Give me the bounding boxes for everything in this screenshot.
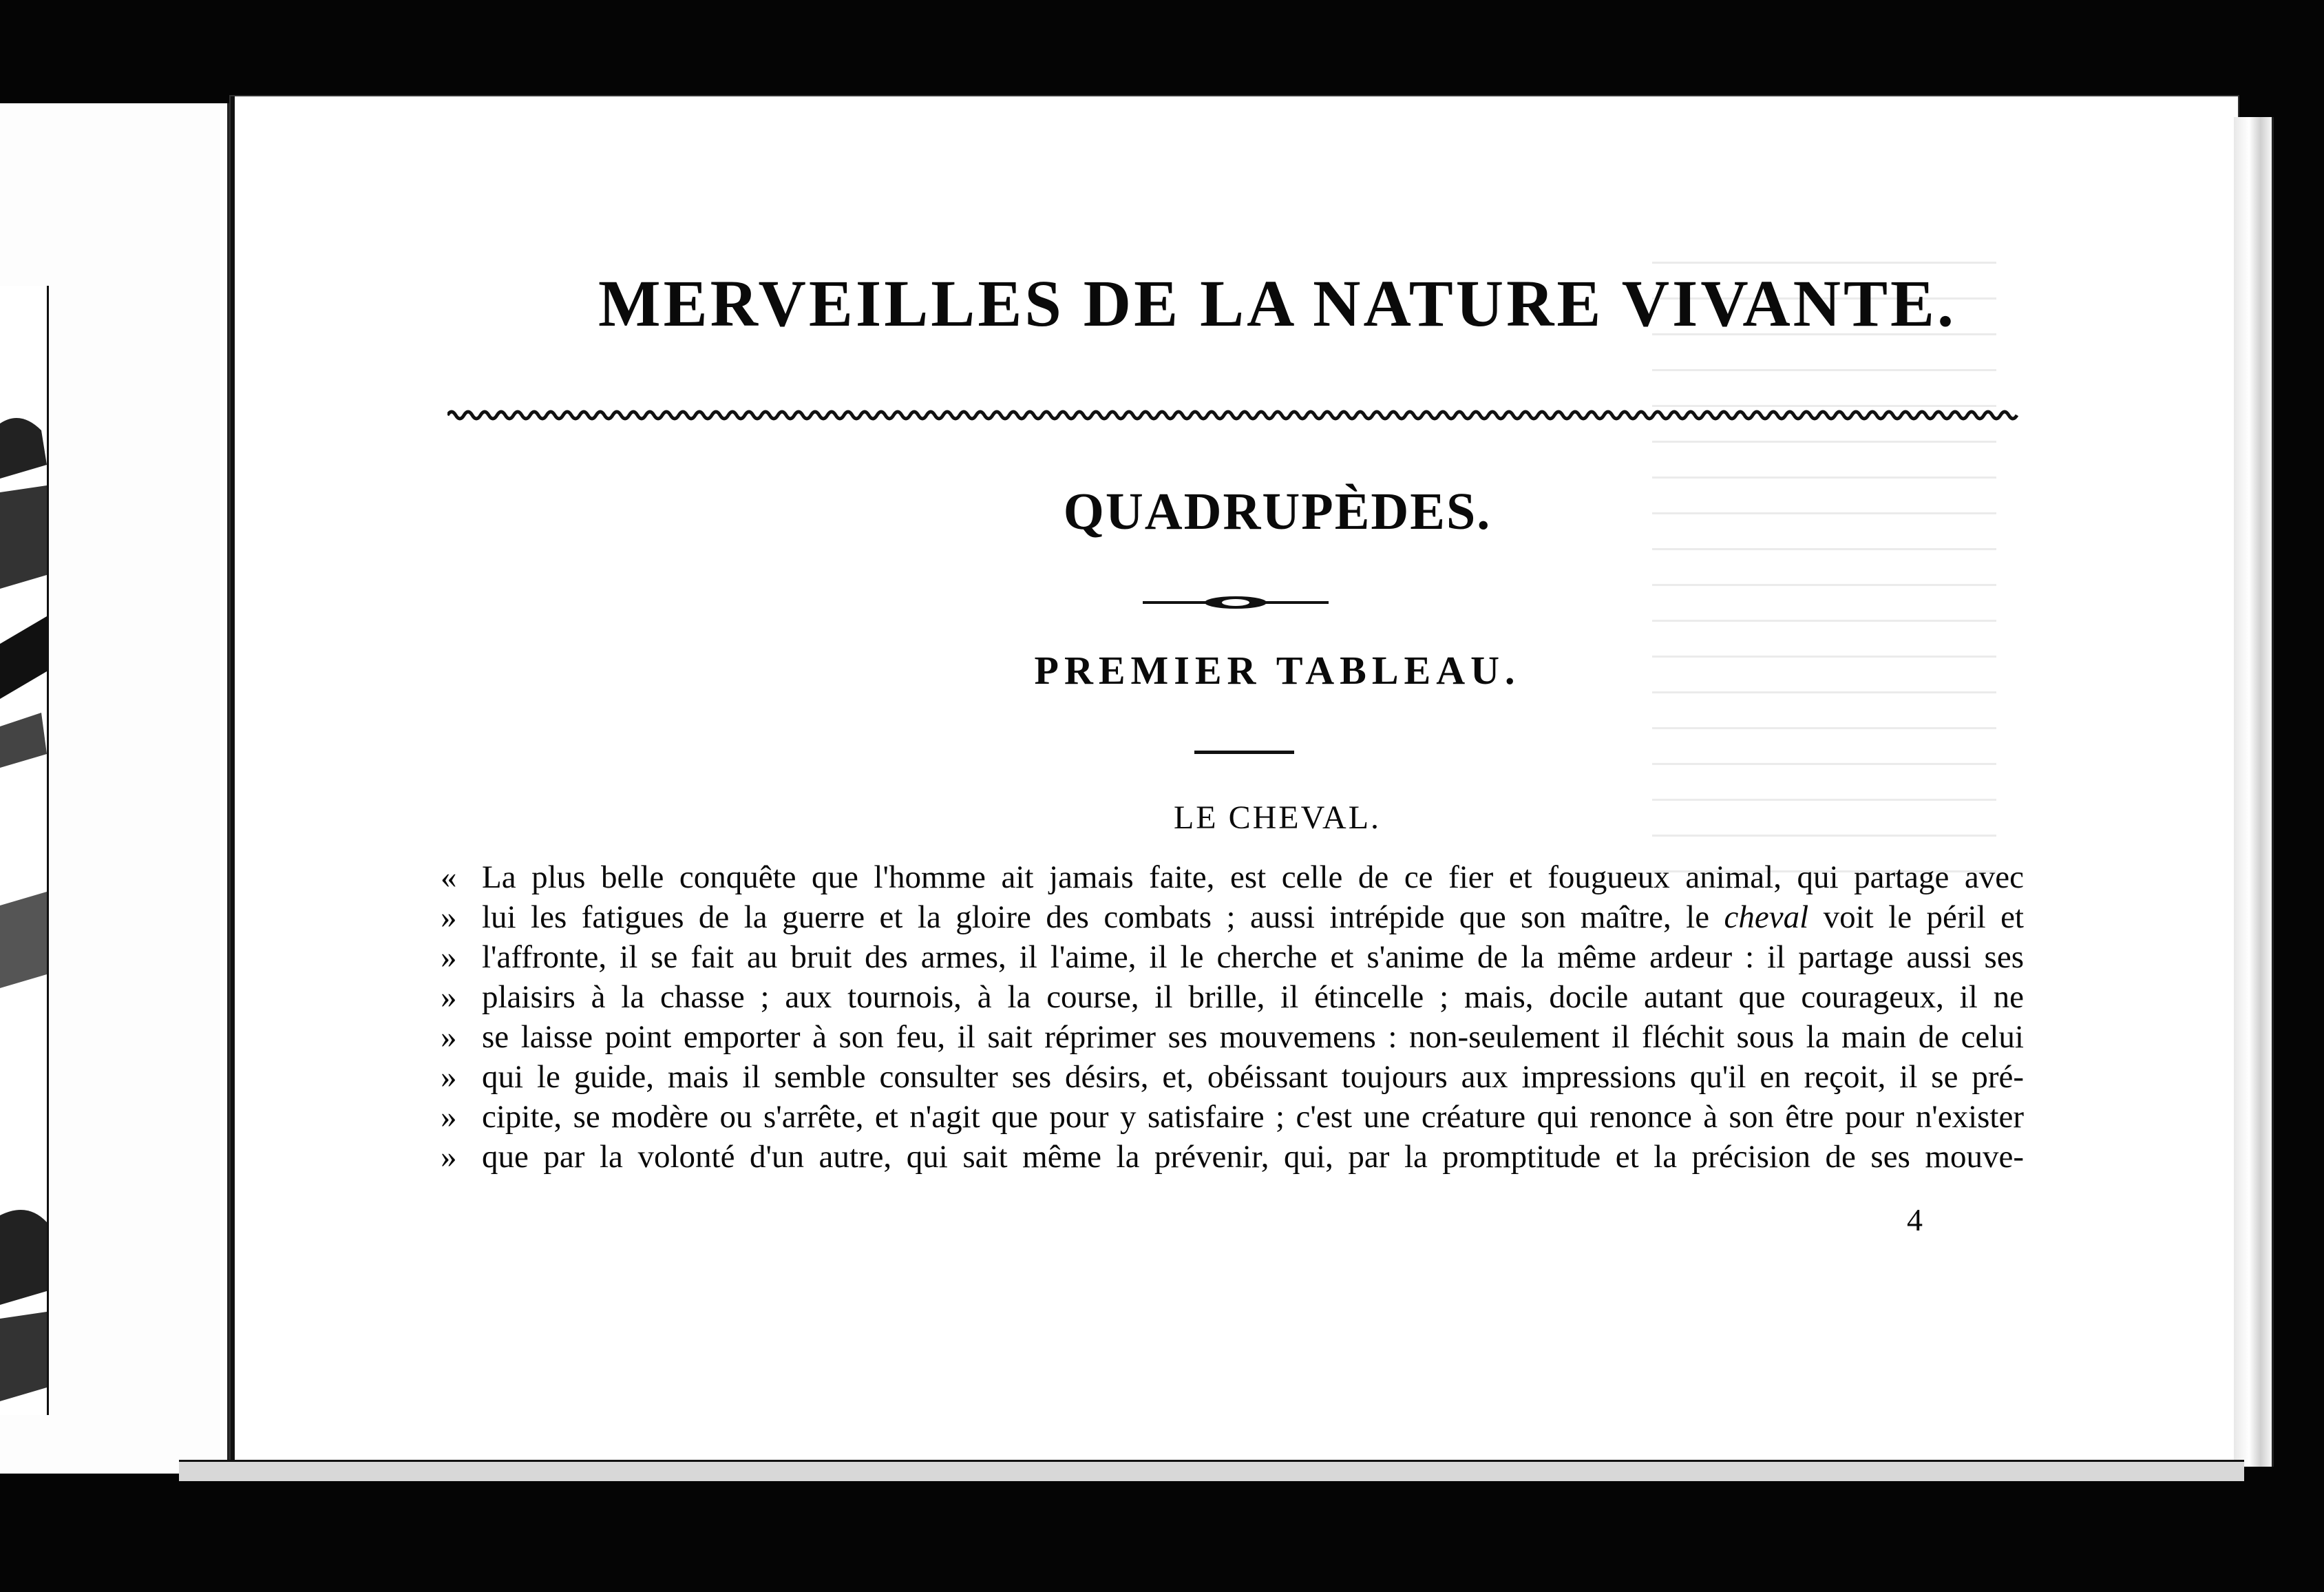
text-line: » cipite, se modère ou s'arrête, et n'agit que pour y satisfaire ; c'est une créature qui renonce à son être pour n'exister: [482, 1097, 2024, 1137]
body-paragraph: [441, 857, 2024, 1177]
text-line: « La plus belle conquête que l'homme ait jamais faite, est celle de ce fier et fougueux animal, qui partage avec: [482, 857, 2024, 897]
quote-mark: »: [441, 1099, 457, 1135]
subsection-title: PREMIER TABLEAU.: [1034, 648, 1521, 693]
show-through-text: [1652, 262, 1996, 881]
quote-mark: »: [441, 1139, 457, 1175]
page-number: 4: [1907, 1202, 1923, 1237]
quote-mark: »: [441, 1059, 457, 1095]
text-line: » se laisse point emporter à son feu, il sait réprimer ses mouvemens : non-seulement il fléchit sous la main de celui: [482, 1017, 2024, 1057]
text-line: » lui les fatigues de la guerre et la gloire des combats ; aussi intrépide que son maître, le cheval voit le péril et: [482, 897, 2024, 937]
quote-mark: »: [441, 979, 457, 1015]
quote-mark: «: [441, 859, 457, 895]
engraving-illustration: [0, 286, 49, 1415]
bottom-page-edge: [179, 1460, 2244, 1481]
wavy-divider: [447, 406, 2020, 424]
section-title: QUADRUPÈDES.: [1063, 483, 1492, 541]
chapter-title: LE CHEVAL.: [1173, 799, 1382, 836]
text-line: » que par la volonté d'un autre, qui sait même la prévenir, qui, par la promptitude et la précision de ses mouve-: [482, 1137, 2024, 1177]
quote-mark: »: [441, 899, 457, 935]
quote-mark: »: [441, 1019, 457, 1055]
page-title: MERVEILLES DE LA NATURE VIVANTE.: [598, 266, 1957, 340]
text-line: » l'affronte, il se fait au bruit des armes, il l'aime, il le cherche et s'anime de la même ardeur : il partage aussi ses: [482, 937, 2024, 977]
text-line: » plaisirs à la chasse ; aux tournois, à la course, il brille, il étincelle ; mais, docile autant que courageux, il ne: [482, 977, 2024, 1017]
short-divider: [1194, 751, 1294, 754]
ornament-divider: [1143, 592, 1329, 613]
quote-mark: »: [441, 939, 457, 975]
text-line: » qui le guide, mais il semble consulter ses désirs, et, obéissant toujours aux impressions qu'il en reçoit, il se pré-: [482, 1057, 2024, 1097]
